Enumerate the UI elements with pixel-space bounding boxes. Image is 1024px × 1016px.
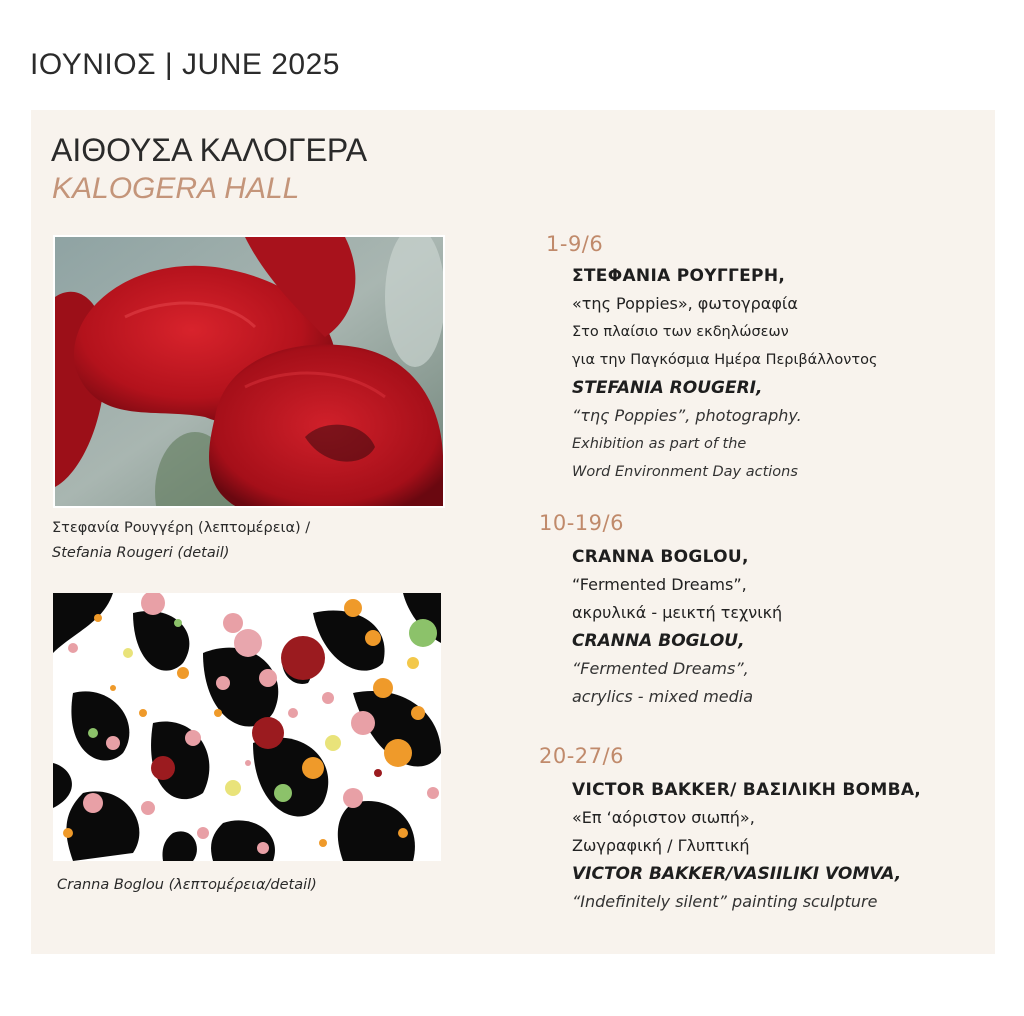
poppy-photograph: [53, 235, 445, 508]
event-1-note-english-1: Exhibition as part of the: [572, 436, 747, 452]
event-2-artist-english: CRANNA BOGLOU,: [572, 631, 745, 651]
event-1-details: [572, 262, 877, 486]
cranna-caption: Cranna Boglou (λεπτομέρεια/detail): [57, 877, 317, 893]
event-1-artist-english: STEFANIA ROUGERI,: [572, 378, 763, 398]
event-date-3: 20-27/6: [539, 744, 624, 768]
event-3-artist-greek: VICTOR BAKKER/ ΒΑΣΙΛΙΚΗ ΒΟΜΒΑ,: [572, 780, 922, 800]
event-3-details: [572, 776, 921, 916]
event-date-1: 1-9/6: [546, 232, 604, 256]
event-3-title-english: “Indefinitely silent” painting sculpture: [572, 892, 878, 911]
event-1-title-english: “της Poppies”, photography.: [572, 406, 802, 425]
poppy-caption: [52, 516, 310, 566]
event-2-artist-greek: CRANNA BOGLOU,: [572, 547, 749, 567]
event-1-note-english-2: Word Environment Day actions: [572, 464, 798, 480]
event-2-details: [572, 543, 782, 711]
event-2-title-greek: “Fermented Dreams”,: [572, 575, 747, 594]
event-3-artist-english: VICTOR BAKKER/VASIILIKI VOMVA,: [572, 864, 902, 884]
event-2-medium-english: acrylics - mixed media: [572, 687, 754, 706]
event-2-medium-greek: ακρυλικά - μεικτή τεχνική: [572, 603, 783, 622]
poppy-caption-english: Stefania Rougeri (detail): [52, 545, 230, 561]
event-1-artist-greek: ΣΤΕΦΑΝΙΑ ΡΟΥΓΓΕΡΗ,: [572, 266, 786, 286]
event-3-medium-greek: Ζωγραφική / Γλυπτική: [572, 836, 750, 855]
event-3-title-greek: «Επ ‘αόριστον σιωπή»,: [572, 808, 755, 827]
hall-name-greek: ΑΙΘΟΥΣΑ ΚΑΛΟΓΕΡΑ: [51, 132, 368, 168]
event-1-title-greek: «της Poppies», φωτογραφία: [572, 294, 798, 313]
event-date-2: 10-19/6: [539, 511, 624, 535]
poppy-caption-greek: Στεφανία Ρουγγέρη (λεπτομέρεια) /: [52, 520, 311, 536]
event-1-note-greek-1: Στο πλαίσιο των εκδηλώσεων: [572, 324, 789, 340]
hall-name-english: KALOGERA HALL: [52, 172, 300, 205]
cranna-artwork: [53, 593, 441, 861]
hall-panel: [31, 110, 995, 954]
poppy-photo-art: [55, 237, 443, 506]
page-title: ΙΟΥΝΙΟΣ | JUNE 2025: [30, 48, 340, 81]
cranna-artwork-art: [53, 593, 441, 861]
event-2-title-english: “Fermented Dreams”,: [572, 659, 749, 678]
event-1-note-greek-2: για την Παγκόσμια Ημέρα Περιβάλλοντος: [572, 352, 878, 368]
